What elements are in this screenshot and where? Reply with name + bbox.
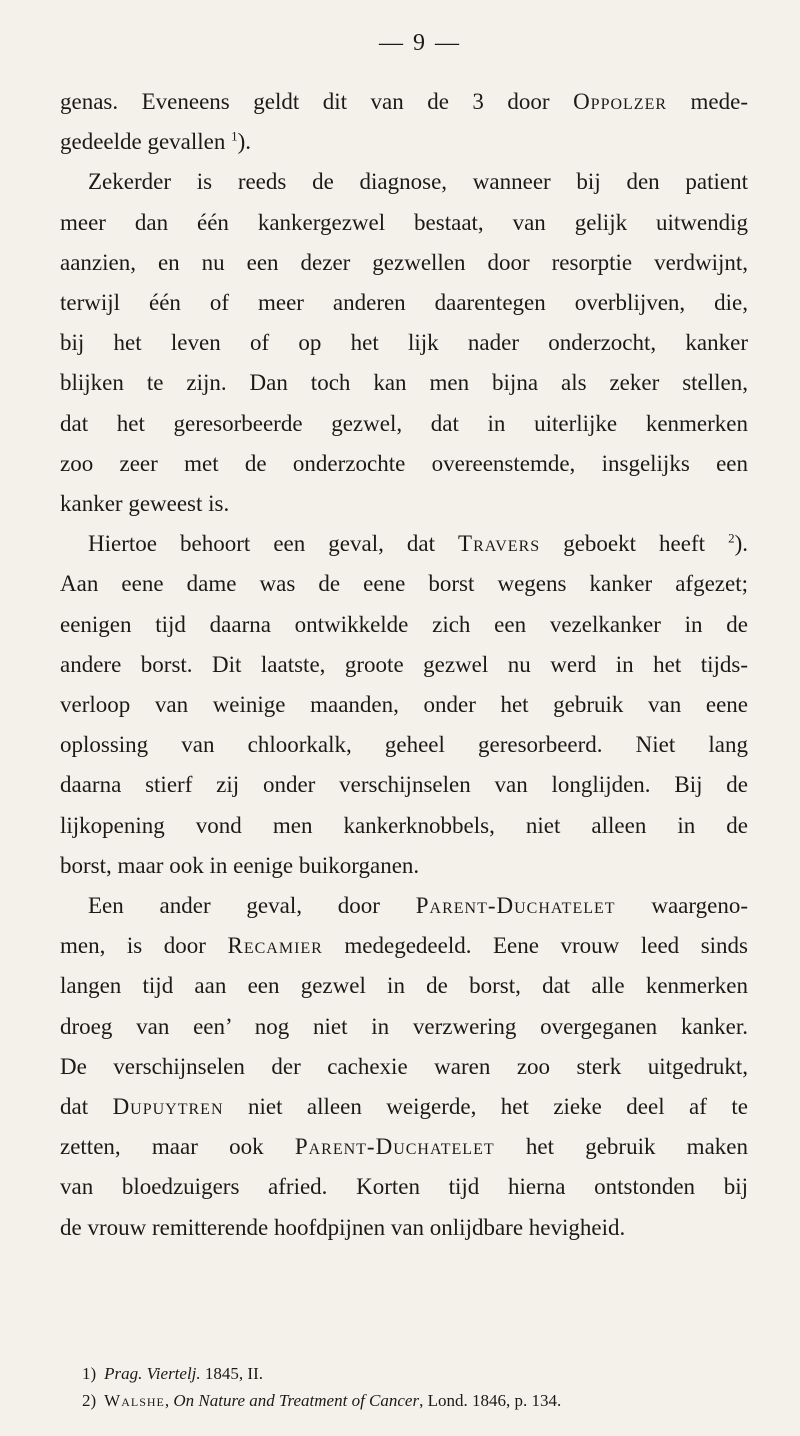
text-run: ). bbox=[237, 129, 252, 155]
citation-detail: 1845, II. bbox=[200, 1364, 263, 1383]
footnote-ref: 1 bbox=[231, 128, 238, 144]
text-line: van bloedzuigers afried. Korten tijd hierna ontstonden bij bbox=[60, 1174, 748, 1200]
text-line bbox=[60, 1087, 748, 1127]
text-line: meer dan één kankergezwel bestaat, van gelijk uitwendig bbox=[60, 209, 748, 235]
footnote-mark: 1) bbox=[82, 1364, 97, 1383]
text-run: Hiertoe behoort een geval, dat bbox=[88, 531, 459, 557]
text-line: Zekerder is reeds de diagnose, wanneer bij den patient bbox=[88, 169, 748, 195]
text-run: zetten, maar ook bbox=[60, 1134, 295, 1160]
text-line: andere borst. Dit laatste, groote gezwel nu werd in het tijds- bbox=[60, 651, 748, 677]
footnote bbox=[82, 1360, 762, 1387]
citation-separator: , bbox=[164, 1391, 174, 1410]
text-line: oplossing van chloorkalk, geheel geresorbeerd. Niet lang bbox=[60, 732, 748, 758]
footnotes bbox=[82, 1360, 762, 1414]
author-name: Travers bbox=[458, 531, 541, 557]
text-line: droeg van een’ nog niet in verzwering overgeganen kanker. bbox=[60, 1013, 748, 1039]
text-run: gedeelde gevallen bbox=[60, 129, 232, 155]
citation-detail: , Lond. 1846, p. 134. bbox=[419, 1391, 562, 1410]
author-name: Recamier bbox=[227, 933, 323, 959]
text-line bbox=[60, 886, 748, 926]
text-line: terwijl één of meer anderen daarentegen overblijven, die, bbox=[60, 290, 748, 316]
text-line: zoo zeer met de onderzochte overeenstemde, insgelijks een bbox=[60, 450, 748, 476]
text-run: ). bbox=[734, 531, 748, 557]
text-line bbox=[60, 82, 748, 122]
text-line bbox=[60, 926, 748, 966]
text-run: Een ander geval, door bbox=[88, 893, 416, 919]
text-run: geboekt heeft bbox=[540, 531, 729, 557]
text-line: verloop van weinige maanden, onder het gebruik van eene bbox=[60, 692, 748, 718]
text-run: dat bbox=[60, 1094, 113, 1120]
page-number: — 9 — bbox=[379, 30, 461, 56]
text-run: het gebruik maken bbox=[494, 1134, 748, 1160]
text-run: men, is door bbox=[60, 933, 228, 959]
footnote-mark: 2) bbox=[82, 1391, 97, 1410]
text-line bbox=[60, 122, 748, 162]
text-line: lijkopening vond men kankerknobbels, niet alleen in de bbox=[60, 812, 748, 838]
text-line: de vrouw remitterende hoofdpijnen van onlijdbare hevigheid. bbox=[60, 1214, 626, 1240]
body-text bbox=[60, 82, 748, 1248]
text-line bbox=[60, 1127, 748, 1167]
text-line: De verschijnselen der cachexie waren zoo sterk uitgedrukt, bbox=[60, 1053, 748, 1079]
text-line: bij het leven of op het lijk nader onderzocht, kanker bbox=[60, 330, 748, 356]
author-name: Oppolzer bbox=[573, 89, 668, 114]
text-run: waargeno- bbox=[615, 893, 748, 919]
text-line: langen tijd aan een gezwel in de borst, dat alle kenmerken bbox=[60, 973, 748, 999]
citation-title: Prag. Viertelj. bbox=[104, 1364, 201, 1383]
footnote-ref: 2 bbox=[728, 530, 735, 546]
text-line: blijken te zijn. Dan toch kan men bijna als zeker stellen, bbox=[60, 370, 748, 396]
text-run: medegedeeld. Eene vrouw leed sinds bbox=[322, 933, 748, 959]
citation-author: Walshe bbox=[104, 1391, 165, 1410]
footnote bbox=[82, 1387, 762, 1414]
text-line: Aan eene dame was de eene borst wegens kanker afgezet; bbox=[60, 571, 748, 597]
text-line: aanzien, en nu een dezer gezwellen door resorptie verdwijnt, bbox=[60, 249, 748, 275]
text-line: daarna stierf zij onder verschijnselen van longlijden. Bij de bbox=[60, 772, 748, 798]
text-line: dat het geresorbeerde gezwel, dat in uiterlijke kenmerken bbox=[60, 410, 748, 436]
author-name: Parent-Duchatelet bbox=[415, 893, 616, 919]
text-line bbox=[60, 524, 748, 564]
text-line: borst, maar ook in eenige buikorganen. bbox=[60, 852, 420, 878]
text-run: niet alleen weigerde, het zieke deel af te bbox=[223, 1094, 748, 1120]
text-run: genas. Eveneens geldt dit van de 3 door bbox=[60, 89, 574, 114]
author-name: Dupuytren bbox=[112, 1094, 224, 1120]
author-name: Parent-Duchatelet bbox=[294, 1134, 495, 1160]
text-line: eenigen tijd daarna ontwikkelde zich een vezelkanker in de bbox=[60, 611, 748, 637]
text-line: kanker geweest is. bbox=[60, 491, 230, 517]
citation-title: On Nature and Treatment of Cancer bbox=[173, 1391, 420, 1410]
text-run: mede- bbox=[667, 89, 748, 114]
